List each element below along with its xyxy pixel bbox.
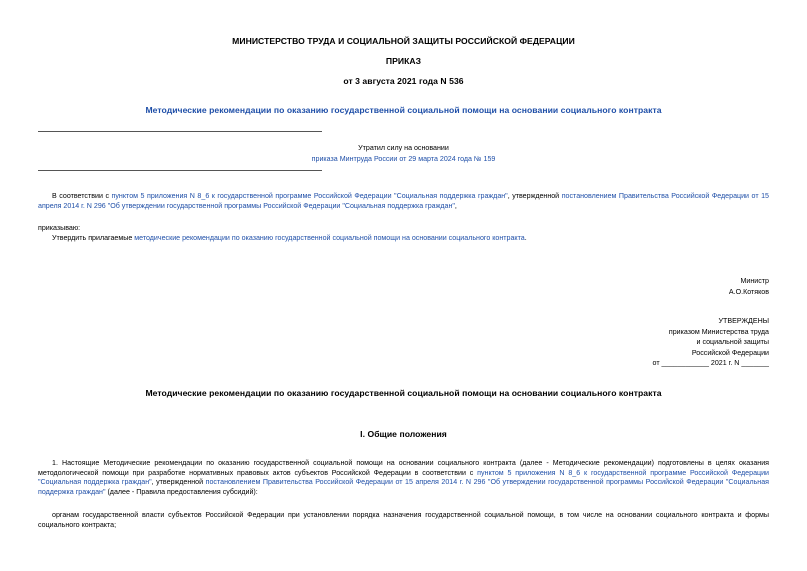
paragraph-2: органам государственной власти субъектов Российской Федерации при установлении порядка назначения государственной социальной помощи, в том числе на основании социального контракта и формы социального контракта; <box>38 511 769 529</box>
ministry-heading: МИНИСТЕРСТВО ТРУДА И СОЦИАЛЬНОЙ ЗАЩИТЫ РОССИЙСКОЙ ФЕДЕРАЦИИ <box>232 36 575 46</box>
program-point-link-2[interactable]: пунктом 5 приложения N 8_6 к государственной программе Российской Федерации "Социальная поддержка граждан" <box>38 468 769 487</box>
government-decree-link[interactable]: постановлением Правительства Российской Федерации от 15 апреля 2014 г. N 296 "Об утверждении государственной программы Российской Федерации "Социальная поддержка граждан" <box>38 192 769 210</box>
document-date: от 3 августа 2021 года N 536 <box>343 76 464 86</box>
program-point-link[interactable]: пунктом 5 приложения N 8_6 к государственной программе Российской Федерации "Социальная поддержка граждан" <box>111 192 508 200</box>
document-type: ПРИКАЗ <box>385 56 422 66</box>
paragraph-1: 1. Настоящие Методические рекомендации по оказанию государственной социальной помощи на основании социального контракта (далее - Методические рекомендации) подготовлены в целях оказания методологической помощи при разработке нормативных правовых актов субъектов Российской Федерации в соответствии с пунктом 5 приложения N 8_6 к государственной программе Российской Федерации "Социальная поддержка граждан", утвержденной постановлением Правительства Российской Федерации от 15 апреля 2014 г. N 296 "Об утверждении государственной программы Российской Федерации "Социальная поддержка граждан" (далее - Правила предоставления субсидий): <box>38 459 769 496</box>
status-note-line: Утратил силу на основании <box>358 144 449 152</box>
document-title: Методические рекомендации по оказанию государственной социальной помощи на основании социального контракта <box>145 105 662 115</box>
section-title: Методические рекомендации по оказанию государственной социальной помощи на основании социального контракта <box>145 388 662 398</box>
approval-block <box>653 316 769 369</box>
order-paragraph: Утвердить прилагаемые методические рекомендации по оказанию государственной социальной помощи на основании социального контракта. <box>52 234 527 242</box>
approval-line-3: и социальной защиты <box>696 338 769 347</box>
repeal-order-link[interactable]: приказа Минтруда России от 29 марта 2024 года № 159 <box>311 155 496 163</box>
chapter-title: I. Общие положения <box>360 429 447 439</box>
approval-line-2: приказом Министерства труда <box>668 327 769 336</box>
recommendations-link[interactable]: методические рекомендации по оказанию государственной социальной помощи на основании социального контракта <box>134 234 525 242</box>
divider-top <box>38 131 322 132</box>
approval-line-4: Российской Федерации <box>691 348 769 357</box>
preamble-paragraph: В соответствии с пунктом 5 приложения N 8_6 к государственной программе Российской Федерации "Социальная поддержка граждан", утвержденной постановлением Правительства Российской Федерации от 15 апреля 2014 г. N 296 "Об утверждении государственной программы Российской Федерации "Социальная поддержка граждан", <box>38 192 769 210</box>
minister-position: Министр <box>740 277 769 285</box>
minister-name: А.О.Котяков <box>728 287 769 296</box>
government-decree-link-2[interactable]: постановлением Правительства Российской Федерации от 15 апреля 2014 г. N 296 "Об утверждении государственной программы Российской Федерации "Социальная поддержка граждан" <box>38 478 769 496</box>
approval-line-1: УТВЕРЖДЕНЫ <box>718 317 769 325</box>
approval-line-5: от ____________ 2021 г. N _______ <box>652 359 769 368</box>
order-word: приказываю: <box>38 224 81 232</box>
signature-block <box>729 276 769 297</box>
divider-bottom <box>38 170 322 171</box>
